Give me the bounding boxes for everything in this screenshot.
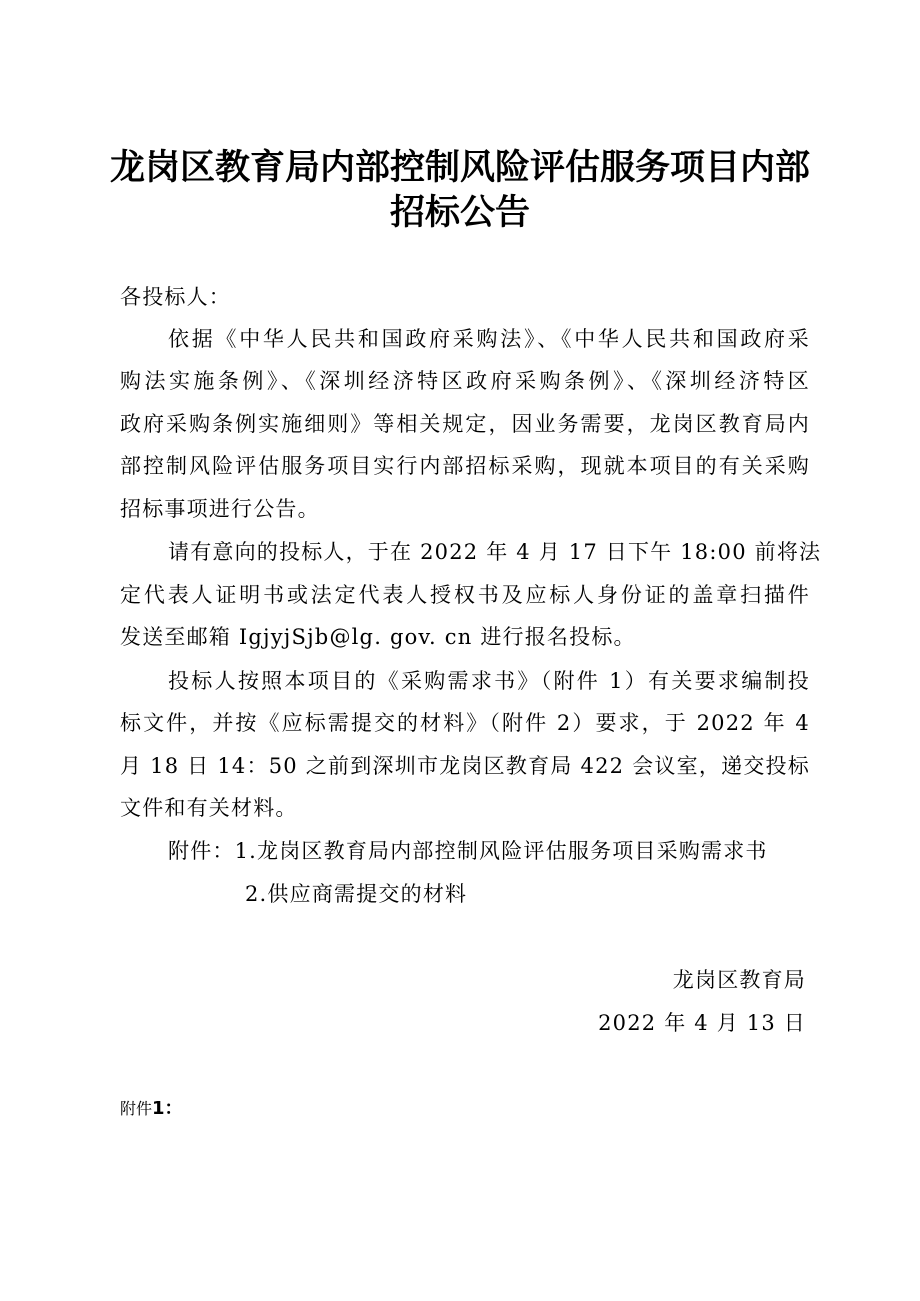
signature-org: 龙岗区教育局 (672, 968, 806, 992)
para3-line-2: 标文件，并按《应标需提交的材料》（附件 2）要求，于 2022 年 4 (120, 711, 810, 735)
salutation: 各投标人： (120, 285, 231, 309)
para1-line-3: 政府采购条例实施细则》等相关规定，因业务需要，龙岗区教育局内 (120, 412, 810, 436)
appendix-label-text: 附件 (120, 1099, 153, 1118)
para3-line-3: 月 18 日 14：50 之前到深圳市龙岗区教育局 422 会议室，递交投标 (120, 754, 810, 778)
signature-date: 2022 年 4 月 13 日 (598, 1011, 806, 1035)
para1-line-1: 依据《中华人民共和国政府采购法》、《中华人民共和国政府采 (168, 327, 810, 351)
para1-line-4: 部控制风险评估服务项目实行内部招标采购，现就本项目的有关采购 (120, 454, 810, 478)
para3-line-4: 文件和有关材料。 (120, 796, 298, 820)
para2-line-2: 定代表人证明书或法定代表人授权书及应标人身份证的盖章扫描件 (120, 583, 810, 607)
attachments-line-2: 2.供应商需提交的材料 (245, 882, 468, 906)
attachments-line-1: 附件：1.龙岗区教育局内部控制风险评估服务项目采购需求书 (168, 839, 768, 863)
document-title-line-1: 龙岗区教育局内部控制风险评估服务项目内部 (109, 148, 810, 188)
appendix-label-number: 1： (152, 1098, 183, 1119)
para1-line-5: 招标事项进行公告。 (120, 497, 320, 521)
document-title-line-2: 招标公告 (389, 193, 530, 233)
appendix-label (120, 1097, 183, 1121)
para3-line-1: 投标人按照本项目的《采购需求书》（附件 1）有关要求编制投 (168, 669, 810, 693)
para1-line-2: 购法实施条例》、《深圳经济特区政府采购条例》、《深圳经济特区 (120, 369, 810, 393)
para2-line-1: 请有意向的投标人，于在 2022 年 4 月 17 日下午 18:00 前将法 (168, 540, 822, 564)
para2-line-3: 发送至邮箱 IgjyjSjb@lg. gov. cn 进行报名投标。 (120, 625, 636, 649)
